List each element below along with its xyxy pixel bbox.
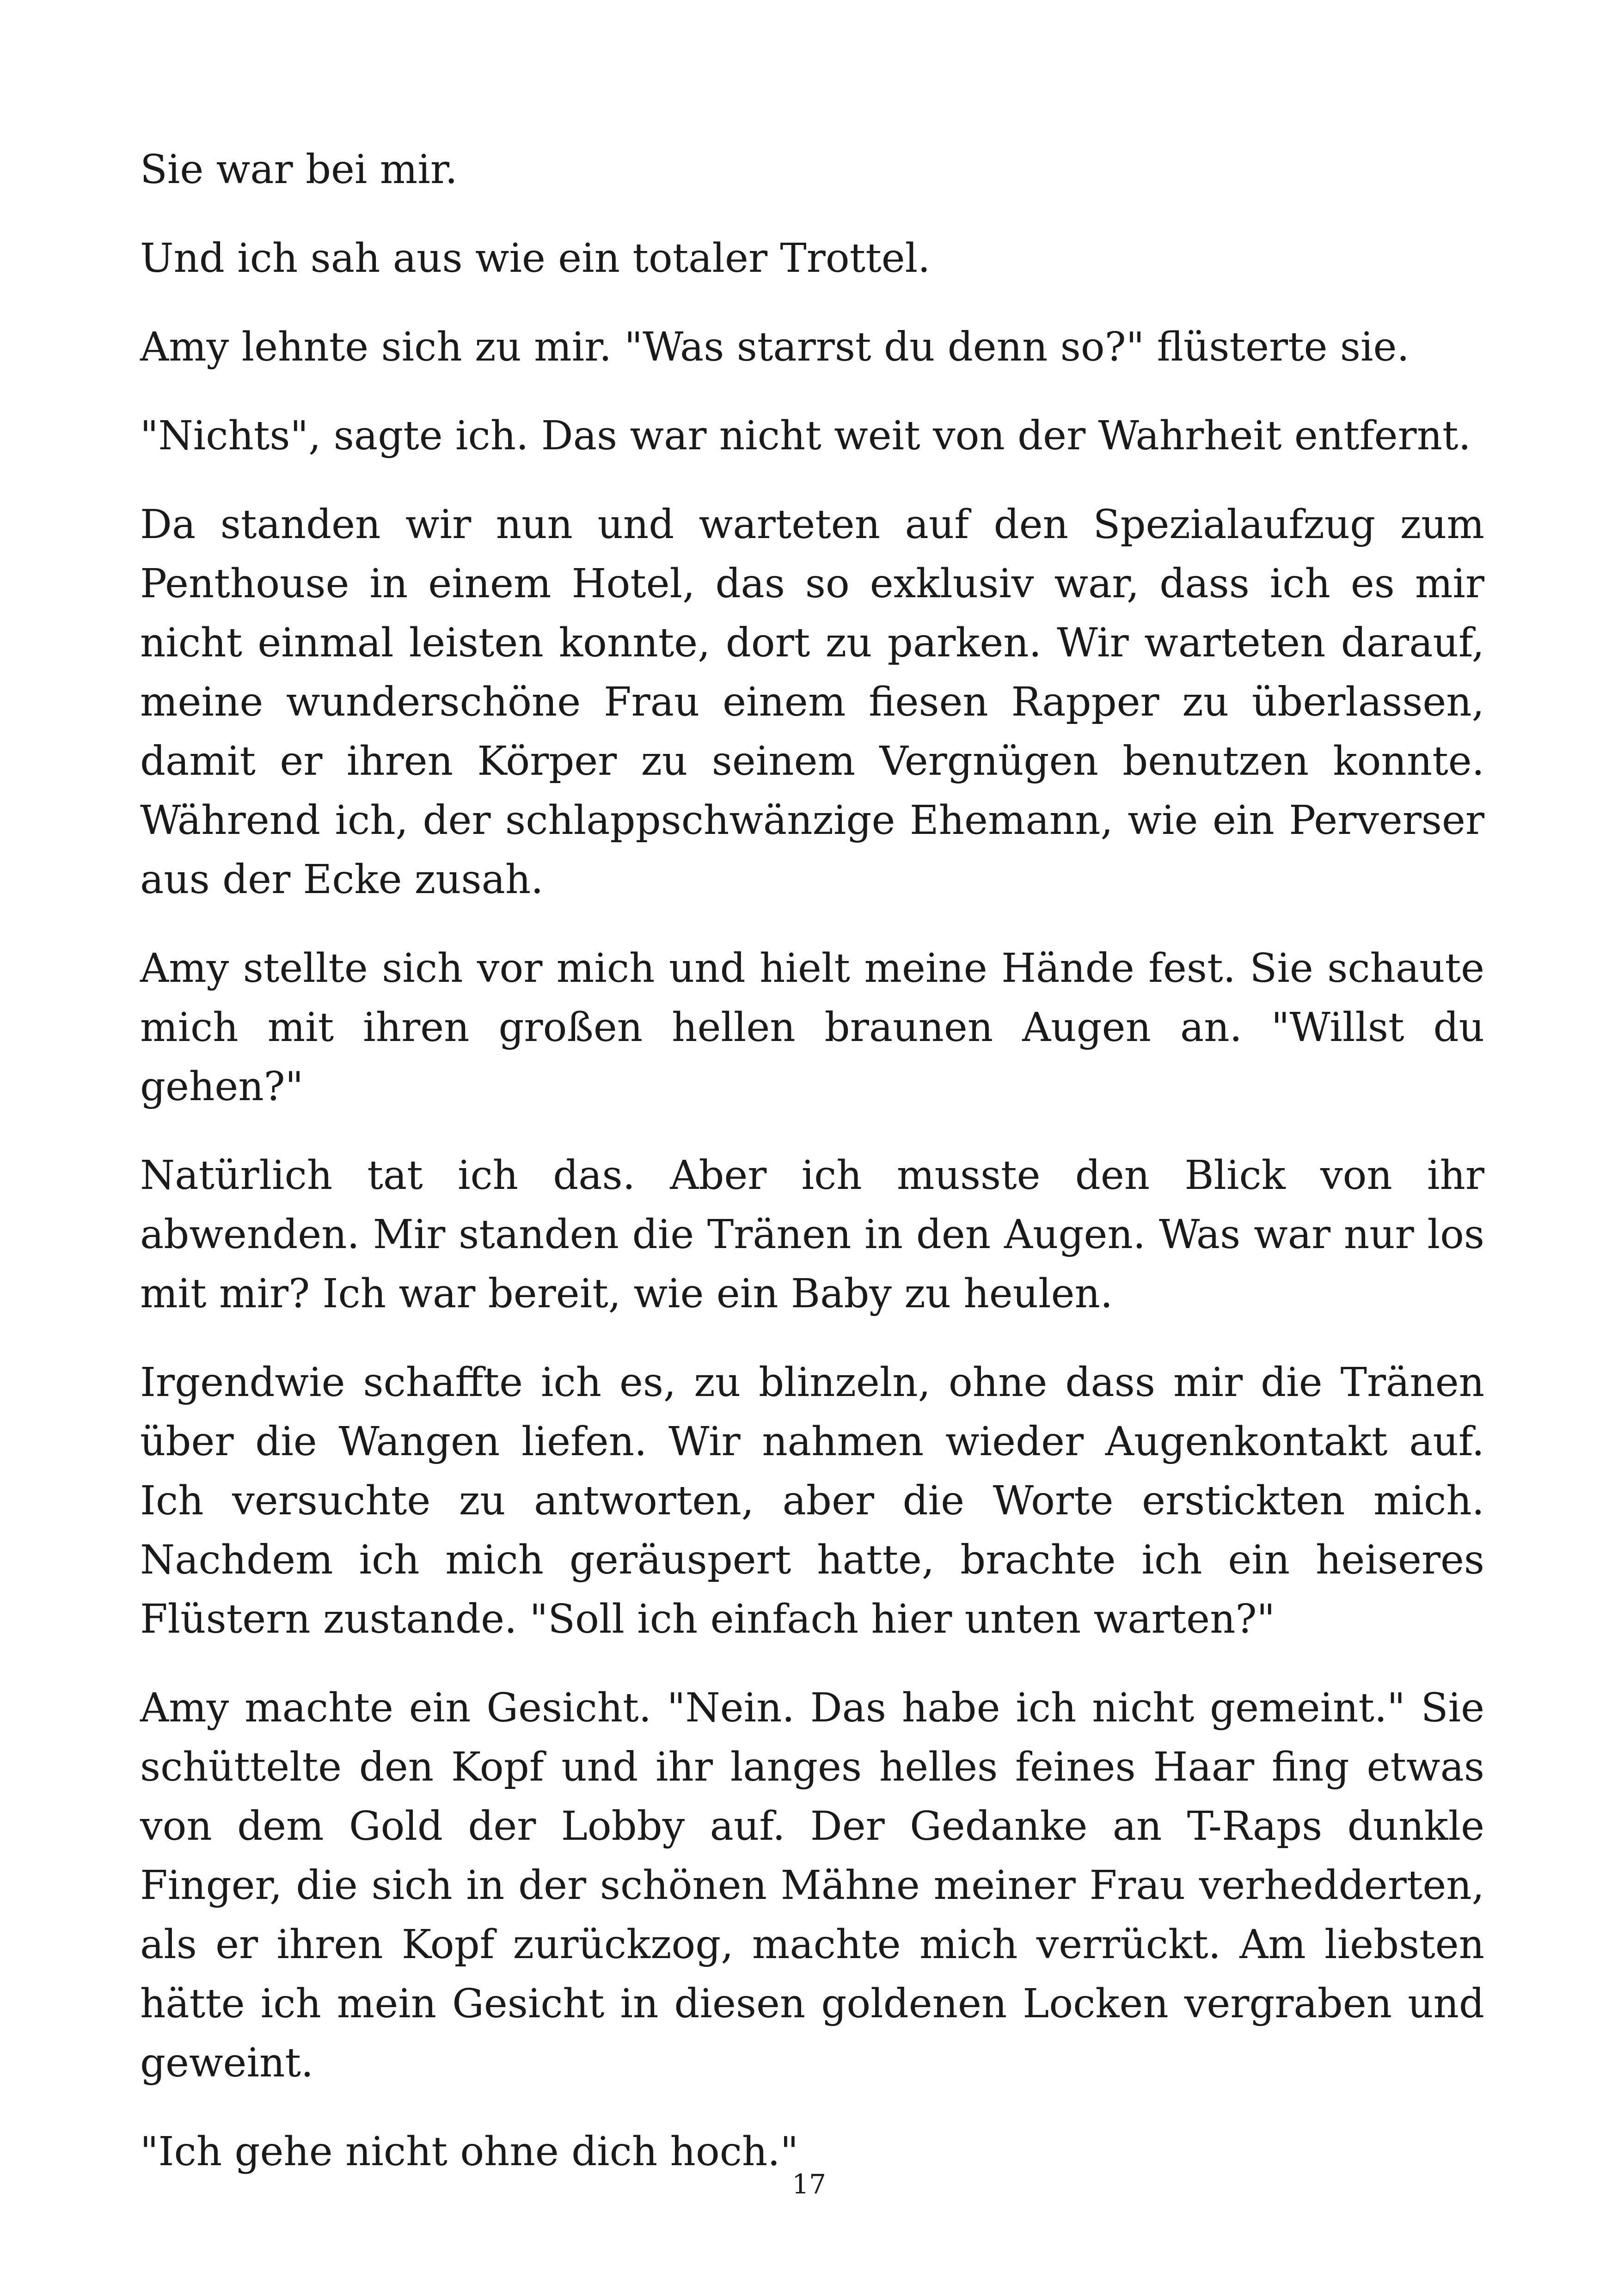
paragraph-3: Amy lehnte sich zu mir. "Was starrst du denn so?" flüsterte sie. (140, 324, 1410, 370)
paragraph-10: "Ich gehe nicht ohne dich hoch." (140, 2129, 799, 2175)
paragraph-5: Da standen wir nun und warteten auf den Spezialaufzug zum Penthouse in einem Hotel, das so exklusiv war, dass ich es mir nicht einmal leisten konnte, dort zu parken. Wir warteten darauf, meine wunderschöne Frau einem fiesen Rapper zu überlassen, damit er ihren Körper zu seinem Vergnügen benutzen konnte. Während ich, der schlappschwänzige Ehemann, wie ein Perverser aus der Ecke zusah. (140, 502, 1484, 903)
paragraph-6: Amy stellte sich vor mich und hielt meine Hände fest. Sie schaute mich mit ihren großen hellen braunen Augen an. "Willst du gehen?" (140, 945, 1484, 1110)
paragraph-1: Sie war bei mir. (140, 147, 458, 193)
body-text (140, 140, 1484, 2211)
page-number: 17 (792, 2168, 826, 2200)
paragraph-7: Natürlich tat ich das. Aber ich musste den Blick von ihr abwenden. Mir standen die Tränen in den Augen. Was war nur los mit mir? Ich war bereit, wie ein Baby zu heulen. (140, 1152, 1484, 1317)
paragraph-9: Amy machte ein Gesicht. "Nein. Das habe ich nicht gemeint." Sie schüttelte den Kopf und ihr langes helles feines Haar fing etwas von dem Gold der Lobby auf. Der Gedanke an T-Raps dunkle Finger, die sich in der schönen Mähne meiner Frau verhedderten, als er ihren Kopf zurückzog, machte mich verrückt. Am liebsten hätte ich mein Gesicht in diesen goldenen Locken vergraben und geweint. (140, 1685, 1484, 2086)
paragraph-4: "Nichts", sagte ich. Das war nicht weit von der Wahrheit entfernt. (140, 413, 1471, 459)
paragraph-8: Irgendwie schaffte ich es, zu blinzeln, ohne dass mir die Tränen über die Wangen liefen. Wir nahmen wieder Augenkontakt auf. Ich versuchte zu antworten, aber die Worte erstickten mich. Nachdem ich mich geräuspert hatte, brachte ich ein heiseres Flüstern zustande. "Soll ich einfach hier unten warten?" (140, 1359, 1484, 1642)
paragraph-2: Und ich sah aus wie ein totaler Trottel. (140, 235, 931, 282)
